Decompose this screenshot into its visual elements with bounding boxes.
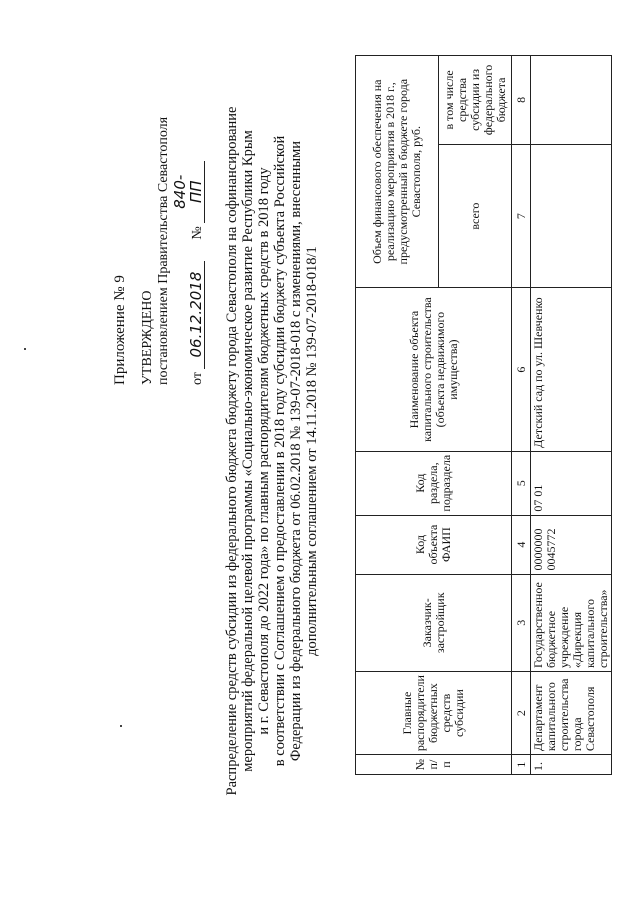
subsidy-table	[355, 55, 612, 775]
approval-number: 840-ПП	[172, 161, 205, 223]
approved-by: постановлением Правительства Севастополя	[156, 116, 171, 385]
table-row	[531, 56, 612, 775]
approval-date: 06.12.2018	[188, 261, 205, 369]
column-number: 2	[512, 672, 531, 755]
header-cell-total: всего	[439, 144, 512, 288]
column-number: 1	[512, 755, 531, 775]
cell-customer: Государственное бюджетное учреждение «Дирекция капитального строительства»	[531, 574, 612, 672]
header-cell-funding: Объем финансового обеспечения на реализацию мероприятия в 2018 г., предусмотренный в бюджете города Севастополя, руб.	[356, 56, 439, 288]
title-line: дополнительным соглашением от 14.11.2018 № 139-07-2018-018/1	[304, 246, 320, 656]
column-number: 7	[512, 144, 531, 288]
cell-number: 1.	[531, 755, 612, 775]
header-cell-section: Код раздела, подраздела	[356, 451, 512, 515]
column-number: 6	[512, 288, 531, 451]
scan-speck	[120, 725, 122, 727]
scan-speck	[24, 348, 26, 350]
header-cell-federal: в том числе средства субсидии из федерального бюджета	[439, 56, 512, 145]
title-line: в соответствии с Соглашением о предоставлении в 2018 году субсидии бюджету субъекта Российской	[272, 135, 288, 767]
column-number: 4	[512, 515, 531, 574]
document-title	[224, 57, 320, 845]
title-line: и г. Севастополя до 2022 года» по главным распорядителям бюджетных средств в 2018 году	[256, 167, 272, 735]
cell-federal	[531, 56, 612, 145]
cell-section: 07 01	[531, 451, 612, 515]
column-number: 3	[512, 574, 531, 672]
header-cell-faip: Код объекта ФАИП	[356, 515, 512, 574]
column-number: 8	[512, 56, 531, 145]
title-line: Распределение средств субсидии из федерального бюджета бюджету города Севастополя на софинансирование	[224, 106, 240, 796]
table-header-row	[356, 56, 439, 775]
header-cell-grbs: Главные распорядители бюджетных средств субсидии	[356, 672, 512, 755]
header-cell-number: № п/п	[356, 755, 512, 775]
cell-object: Детский сад по ул. Шевченко	[531, 288, 612, 451]
title-line: мероприятий федеральной целевой программы «Социально-экономическое развитие Республики Крым	[240, 130, 256, 772]
from-label: от	[190, 372, 205, 385]
cell-grbs: Департамент капитального строительства города Севастополя	[531, 672, 612, 755]
column-number-row	[512, 56, 531, 775]
approval-stamp	[140, 117, 206, 385]
column-number: 5	[512, 451, 531, 515]
header-cell-object: Наименование объекта капитального строительства (объекта недвижимого имущества)	[356, 288, 512, 451]
appendix-label: Приложение № 9	[112, 275, 128, 385]
number-label: №	[190, 226, 205, 240]
title-line: Федерации из федерального бюджета от 06.02.2018 № 139-07-2018-018 с изменениями, внесенными	[288, 140, 304, 762]
approved-heading: УТВЕРЖДЕНО	[140, 290, 155, 385]
cell-faip: 0000000 0045772	[531, 515, 612, 574]
cell-total	[531, 144, 612, 288]
header-cell-customer: Заказчик-застройщик	[356, 574, 512, 672]
approval-details	[172, 117, 206, 385]
